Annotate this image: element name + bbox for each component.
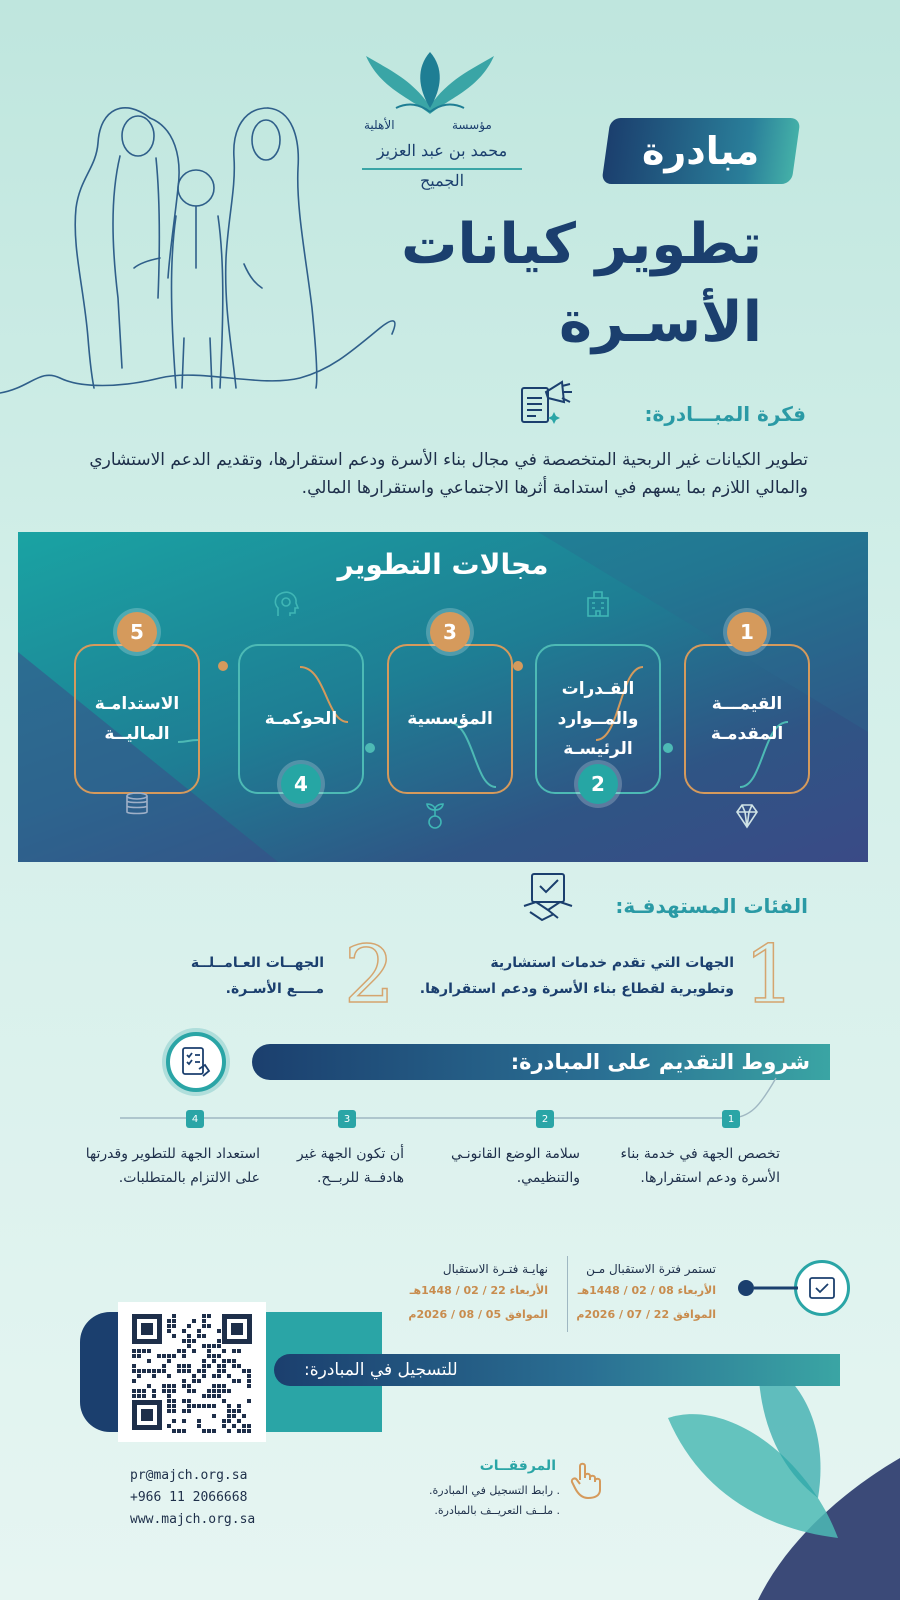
domain-2-label-line2: والمــوارد (557, 709, 639, 729)
attachments-heading: المرفقــات (479, 1458, 556, 1474)
contact-website[interactable]: www.majch.org.sa (130, 1512, 256, 1527)
condition-4-number: 4 (186, 1110, 204, 1128)
handshake-checklist-icon (520, 872, 576, 924)
date-divider (567, 1256, 568, 1332)
condition-3-line1: أن تكون الجهة غير (296, 1146, 404, 1162)
pointer-hand-icon (568, 1460, 604, 1500)
domain-card-3 (387, 644, 513, 794)
contact-phone[interactable]: +966 11 2066668 (130, 1490, 248, 1505)
condition-2-text (380, 1142, 580, 1190)
condition-4-line2: على الالتزام بالمتطلبات. (118, 1170, 260, 1186)
condition-1-line2: الأسرة ودعم استقرارها. (640, 1170, 780, 1186)
logo-prefix: مؤسسة (452, 118, 492, 132)
domain-card-1 (684, 644, 810, 794)
megaphone-document-icon (518, 376, 574, 428)
condition-4-line1: استعداد الجهة للتطوير وقدرتها (85, 1146, 260, 1162)
target-1-line1: الجهات التي تقدم خدمات استشارية (490, 955, 734, 971)
condition-1-line1: تخصص الجهة في خدمة بناء (620, 1146, 780, 1162)
domain-card-5 (74, 644, 200, 794)
start-hijri: الأربعاء 08 / 02 / 1448هـ (577, 1284, 716, 1297)
logo-leaf-icon (360, 48, 500, 118)
domain-1-label-line2: المقدمـة (710, 724, 784, 744)
domain-1-number: 1 (727, 612, 767, 652)
contact-email[interactable]: pr@majch.org.sa (130, 1468, 248, 1483)
initiative-badge (601, 118, 800, 184)
domain-4-number: 4 (281, 764, 321, 804)
target-2-line2: مــــع الأسـرة. (225, 981, 324, 997)
end-title: نهايـة فتـرة الاستقبال (442, 1262, 548, 1276)
condition-2-number: 2 (536, 1110, 554, 1128)
start-title: تستمر فترة الاستقبال مـن (586, 1262, 716, 1276)
conditions-timeline (120, 1076, 800, 1136)
end-gregorian: الموافق 05 / 08 / 2026م (408, 1308, 548, 1321)
domain-5-label-line2: الماليــة (104, 724, 170, 744)
idea-heading: فكرة المبـــادرة: (644, 402, 806, 426)
target-2-number: 2 (344, 928, 395, 1021)
condition-4-text (52, 1142, 260, 1190)
domain-5-label-line1: الاستدامـة (94, 694, 180, 714)
condition-2-line2: والتنظيمي. (516, 1170, 580, 1186)
condition-1-number: 1 (722, 1110, 740, 1128)
logo-suffix: الأهلية (364, 118, 395, 132)
registration-qr-code[interactable] (118, 1302, 266, 1442)
domain-3-number: 3 (430, 612, 470, 652)
page-title-line1: تطوير كيانات (401, 212, 762, 277)
domain-2-label-line3: الرئيسـة (563, 739, 633, 759)
qr-pattern (118, 1302, 266, 1442)
building-icon (582, 588, 614, 620)
condition-3-number: 3 (338, 1110, 356, 1128)
end-hijri: الأربعاء 22 / 02 / 1448هـ (409, 1284, 548, 1297)
idea-text: تطوير الكيانات غير الربحية المتخصصة في مجال بناء الأسرة ودعم استقرارها، وتقديم الدعم الاستشاري والمالي اللازم بما يسهم في استدامة أثرها الاجتماعي واستقرارها المالي. (89, 450, 808, 498)
family-line-art (0, 88, 400, 408)
logo-org-name: محمد بن عبد العزيز الجميح (362, 136, 522, 170)
attachment-registration-link[interactable]: . رابط التسجيل في المبادرة. (429, 1484, 560, 1497)
condition-3-line2: هادفــة للربــح. (317, 1170, 404, 1186)
target-2-line1: الجهــات العـامــلــة (190, 955, 324, 971)
start-gregorian: الموافق 22 / 07 / 2026م (576, 1308, 716, 1321)
calendar-check-icon (794, 1260, 850, 1316)
domains-title: مجالات التطوير (337, 548, 549, 581)
badge-label: مبادرة (642, 129, 760, 173)
domain-2-label-line1: القـدرات (561, 679, 635, 699)
diamond-icon (731, 800, 763, 832)
plant-gear-icon (419, 800, 451, 832)
development-domains-panel (18, 532, 868, 862)
date-connector (736, 1278, 798, 1298)
target-1-text (414, 950, 734, 1002)
domain-2-number: 2 (578, 764, 618, 804)
attachment-intro-file[interactable]: . ملــف التعريــف بالمبادرة. (434, 1504, 560, 1517)
register-title: للتسجيل في المبادرة: (304, 1360, 458, 1380)
domain-3-label-line1: المؤسسية (407, 709, 493, 729)
head-gear-icon (270, 588, 302, 620)
target-1-line2: وتطويرية لقطاع بناء الأسرة ودعم استقرارها. (419, 981, 734, 997)
domain-1-label-line1: القيمـــة (711, 694, 783, 714)
domain-4-label-line1: الحوكمـة (264, 709, 338, 729)
target-1-number: 1 (744, 928, 795, 1021)
condition-2-line1: سلامة الوضع القانونـي (450, 1146, 580, 1162)
conditions-title: شروط التقديم على المبادرة: (510, 1050, 810, 1074)
domain-5-number: 5 (117, 612, 157, 652)
condition-1-text (580, 1142, 780, 1190)
coins-icon (121, 788, 153, 820)
targets-heading: الفئات المستهدفـة: (615, 894, 808, 918)
target-2-text (124, 950, 324, 1002)
page-title-line2: الأسـرة (559, 290, 762, 355)
